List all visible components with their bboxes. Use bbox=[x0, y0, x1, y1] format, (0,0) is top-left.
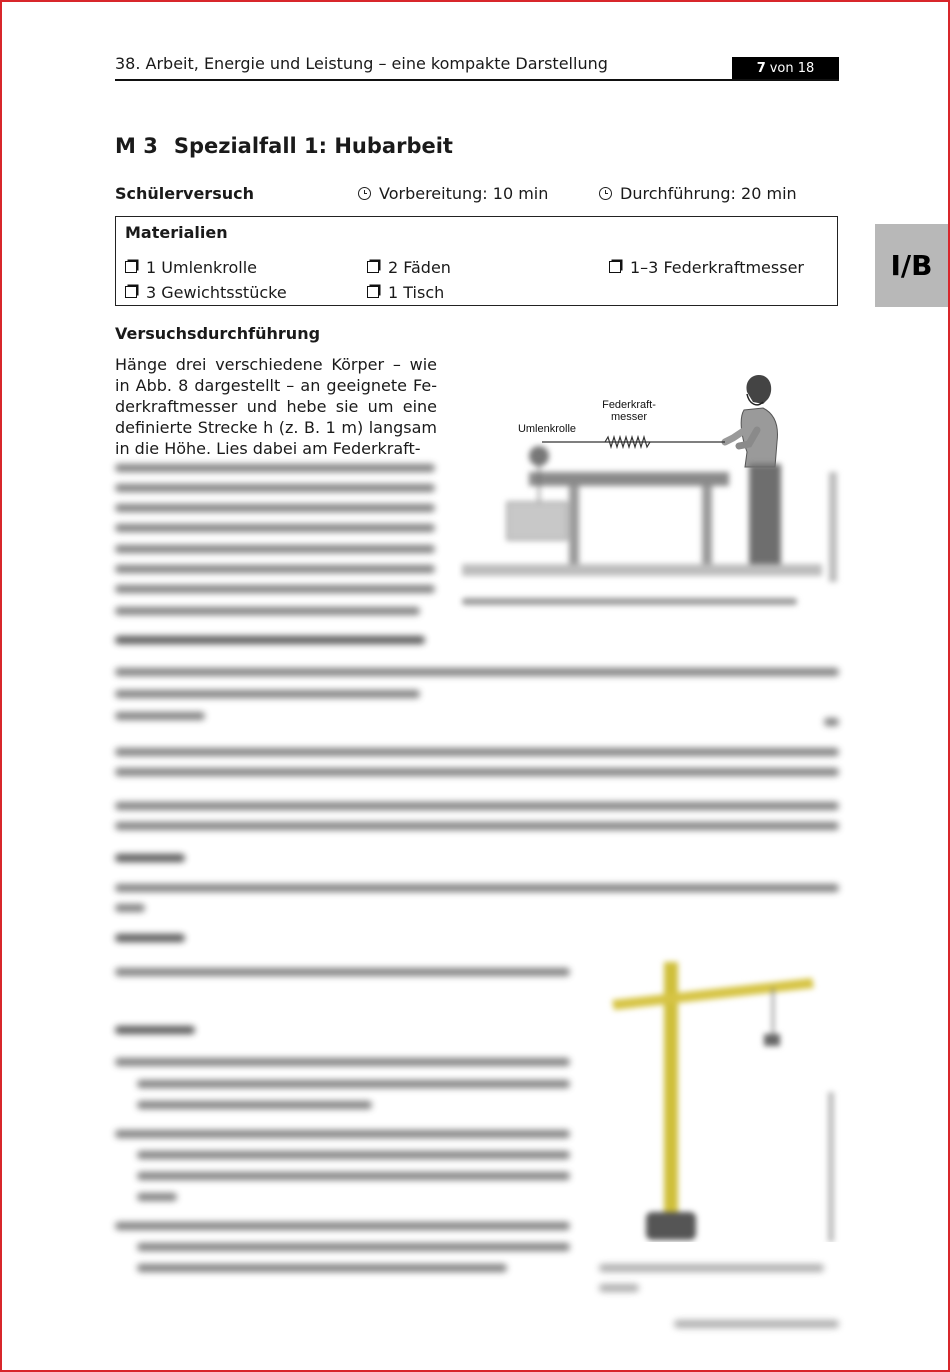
procedure-heading: Versuchsdurchführung bbox=[115, 324, 321, 343]
checkbox-icon bbox=[367, 261, 379, 273]
text-line: Hänge drei verschiedene Körper – wie bbox=[115, 355, 437, 374]
checkbox-icon bbox=[609, 261, 621, 273]
page-total: von 18 bbox=[769, 61, 815, 76]
experiment-figure bbox=[457, 352, 847, 617]
procedure-text bbox=[115, 354, 437, 459]
exec-time bbox=[599, 184, 797, 203]
label-spring-2: messer bbox=[610, 411, 648, 423]
crane-figure bbox=[602, 952, 842, 1242]
module-heading bbox=[115, 134, 453, 158]
section-tab: I/B bbox=[875, 224, 948, 307]
materials-title: Materialien bbox=[125, 223, 228, 242]
person-illustration bbox=[725, 375, 777, 467]
table-illustration bbox=[462, 446, 837, 605]
text-line: definierte Strecke h (z. B. 1 m) langsam bbox=[115, 418, 437, 437]
module-title: Spezialfall 1: Hubarbeit bbox=[173, 134, 453, 158]
page-current: 7 bbox=[756, 61, 766, 76]
text-line: in Abb. 8 dargestellt – an geeignete Fe- bbox=[115, 376, 437, 395]
header-title: 38. Arbeit, Energie und Leistung – eine kompakte Darstellung bbox=[115, 54, 608, 73]
header-rule bbox=[115, 79, 839, 81]
experiment-type: Schülerversuch bbox=[115, 184, 254, 203]
label-pulley: Umlenkrolle bbox=[517, 423, 577, 435]
checkbox-icon bbox=[125, 261, 137, 273]
prep-time-text: Vorbereitung: 10 min bbox=[379, 184, 549, 203]
module-code: M 3 bbox=[115, 134, 158, 158]
spring-scale-illustration bbox=[518, 399, 725, 447]
prep-time bbox=[358, 184, 548, 203]
label-spring-1: Federkraft- bbox=[602, 399, 656, 411]
material-item: 1 Umlenkrolle bbox=[125, 258, 257, 277]
page-number-badge bbox=[732, 57, 839, 80]
checkbox-icon bbox=[125, 286, 137, 298]
checkbox-icon bbox=[367, 286, 379, 298]
clock-icon bbox=[358, 187, 371, 200]
text-line: in die Höhe. Lies dabei am Federkraft- bbox=[115, 439, 421, 458]
clock-icon bbox=[599, 187, 612, 200]
material-item: 3 Gewichtsstücke bbox=[125, 283, 287, 302]
label-spring-scale bbox=[602, 399, 656, 423]
exec-time-text: Durchführung: 20 min bbox=[620, 184, 797, 203]
text-line: derkraftmesser und hebe sie um eine bbox=[115, 397, 437, 416]
material-item: 2 Fäden bbox=[367, 258, 451, 277]
material-item: 1–3 Federkraftmesser bbox=[609, 258, 804, 277]
material-item: 1 Tisch bbox=[367, 283, 444, 302]
